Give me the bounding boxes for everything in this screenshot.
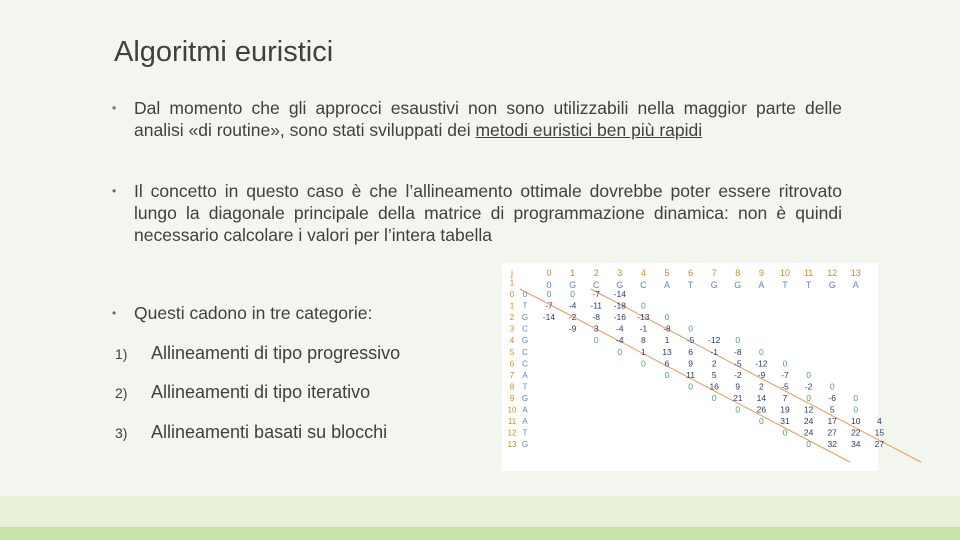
matrix-cell: 0	[735, 335, 741, 346]
matrix-cell: 31	[780, 416, 790, 427]
matrix-cell: 0	[711, 392, 717, 403]
seq-left-label: C	[522, 347, 528, 357]
row-index-label: 2	[509, 313, 515, 323]
matrix-cell: 19	[780, 404, 790, 415]
matrix-cell: -18	[613, 300, 626, 311]
bullet-dot: •	[112, 306, 117, 320]
item-number: 1)	[115, 346, 128, 362]
col-index-label: 9	[758, 268, 764, 278]
row-index-label: 1	[509, 301, 515, 311]
matrix-cell: -7	[592, 289, 600, 299]
matrix-cell: 5	[829, 404, 835, 415]
seq-left-label: T	[522, 382, 528, 392]
seq-left-label: C	[522, 359, 528, 369]
matrix-cell: -13	[637, 312, 650, 323]
matrix-cell: 21	[733, 392, 743, 403]
matrix-cell: 3	[593, 323, 599, 334]
matrix-cell: 0	[829, 381, 835, 392]
matrix-cell: -4	[616, 323, 624, 334]
matrix-cell: -1	[710, 346, 718, 357]
matrix-cell: 0	[806, 369, 811, 380]
matrix-cell: 0	[782, 427, 788, 438]
seq-top-label: C	[592, 280, 600, 290]
item-text: Allineamenti basati su blocchi	[151, 422, 388, 442]
matrix-cell: 0	[735, 404, 741, 415]
seq-top-label: T	[782, 280, 788, 290]
matrix-cell: -9	[568, 323, 577, 334]
matrix-cell: -8	[663, 323, 671, 334]
matrix-cell: 13	[662, 346, 672, 357]
matrix-cell: -5	[781, 381, 789, 392]
matrix-cell: 17	[827, 416, 837, 427]
matrix-cell: 0	[688, 323, 693, 334]
matrix-cell: 9	[688, 358, 693, 369]
seq-left-label: T	[522, 301, 528, 311]
col-index-label: 0	[546, 268, 552, 278]
matrix-cell: -7	[545, 300, 553, 311]
row-index-label: 6	[509, 359, 515, 369]
col-index-label: 4	[640, 268, 646, 278]
seq-left-label: G	[521, 336, 529, 346]
col-index-label: 10	[779, 268, 791, 278]
matrix-cell: -2	[804, 381, 813, 392]
row-index-label: 8	[509, 382, 515, 392]
matrix-cell: -14	[542, 312, 556, 323]
col-index-label: 8	[735, 268, 741, 278]
matrix-cell: -9	[757, 369, 766, 380]
matrix-cell: 0	[593, 335, 599, 346]
matrix-cell: 26	[756, 404, 767, 415]
matrix-cell: 22	[851, 427, 861, 438]
row-index-label: 11	[507, 417, 517, 427]
matrix-cell: 0	[664, 312, 670, 323]
footer-band-accent	[0, 527, 960, 540]
matrix-cell: -12	[708, 335, 721, 346]
numbered-item	[115, 422, 387, 443]
seq-left-label: G	[521, 313, 529, 323]
matrix-cell: 27	[827, 427, 837, 438]
seq-left-label: C	[522, 324, 528, 334]
matrix-cell: -2	[568, 312, 577, 323]
row-index-label: 0	[509, 290, 515, 299]
matrix-cell: 2	[711, 358, 717, 369]
bullet-text	[134, 97, 842, 141]
seq-left-label: T	[522, 428, 528, 438]
matrix-cell: -14	[613, 289, 626, 299]
matrix-cell: 14	[756, 392, 767, 403]
seq-top-label: 0	[546, 280, 552, 290]
col-index-label: 2	[593, 268, 599, 278]
matrix-cell: 0	[641, 358, 646, 369]
item-text: Allineamenti di tipo progressivo	[151, 343, 401, 363]
bullet-text: Il concetto in questo caso è che l’allineamento ottimale dovrebbe poter essere ritrovato lungo la diagonale principale della matrice di programmazione dinamica: non è quindi necessario calcolare i valori per l’intera tabella	[134, 181, 842, 245]
matrix-cell: 0	[782, 358, 788, 369]
matrix-cell: 15	[874, 427, 885, 438]
bullet-text-part: Dal momento che gli approcci esaustivi non sono utilizzabili nella maggior parte delle analisi «di routine», sono stati sviluppati dei	[134, 98, 842, 140]
matrix-cell: 8	[641, 335, 646, 346]
numbered-item	[115, 343, 400, 364]
matrix-cell: 6	[664, 358, 670, 369]
matrix-cell: 0	[664, 369, 670, 380]
seq-top-label: G	[569, 280, 577, 290]
row-index-label: 10	[507, 405, 517, 415]
col-index-label: 12	[827, 268, 838, 278]
row-index-label: 4	[509, 336, 515, 346]
matrix-cell: 11	[686, 369, 696, 380]
matrix-cell: 1	[664, 335, 670, 346]
row-index-label: 12	[507, 428, 517, 438]
row-index-label: 7	[509, 370, 515, 380]
col-index-label: 5	[664, 268, 670, 278]
matrix-cell: -5	[686, 335, 695, 346]
col-index-label: 7	[711, 268, 717, 278]
matrix-cell: 0	[806, 439, 811, 450]
seq-top-label: C	[640, 280, 647, 290]
matrix-cell: 0	[617, 346, 623, 357]
footer-band	[0, 496, 960, 527]
seq-top-label: G	[828, 280, 836, 290]
matrix-cell: -7	[781, 369, 789, 380]
matrix-cell: 0	[688, 381, 693, 392]
seq-top-label: G	[710, 280, 718, 290]
matrix-cell: 27	[874, 439, 885, 450]
matrix-cell: 16	[709, 381, 719, 392]
matrix-cell: -5	[734, 358, 742, 369]
matrix-cell: -16	[613, 312, 626, 323]
matrix-cell: -12	[755, 358, 768, 369]
item-number: 3)	[115, 425, 128, 441]
slide-title: Algoritmi euristici	[114, 36, 334, 68]
row-index-label: 1	[509, 278, 515, 288]
matrix-cell: 4	[877, 416, 882, 427]
matrix-cell: 0	[806, 392, 811, 403]
matrix-cell: 2	[759, 381, 764, 392]
row-index-label: 13	[507, 440, 517, 450]
matrix-cell: 0	[641, 300, 646, 311]
row-index-label: 9	[509, 393, 515, 403]
seq-left-label: A	[522, 370, 528, 380]
seq-top-label: T	[805, 280, 812, 290]
item-text: Allineamenti di tipo iterativo	[151, 382, 371, 402]
matrix-cell: -1	[639, 323, 648, 334]
item-number: 2)	[115, 385, 128, 401]
matrix-corner-label: j	[511, 268, 513, 278]
matrix-cell: 12	[803, 404, 814, 415]
matrix-cell: 0	[759, 346, 764, 357]
matrix-cell: 32	[827, 439, 837, 450]
seq-top-label: A	[758, 280, 765, 290]
seq-top-label: A	[663, 280, 671, 290]
col-index-label: 3	[617, 268, 623, 278]
matrix-cell: 1	[641, 346, 646, 357]
seq-top-label: A	[852, 280, 859, 290]
seq-top-label: G	[616, 280, 624, 290]
seq-left-label: A	[522, 417, 528, 427]
matrix-cell: 10	[851, 416, 861, 427]
matrix-cell: 34	[851, 439, 861, 450]
col-index-label: 13	[850, 268, 861, 278]
matrix-cell: 0	[853, 392, 859, 403]
matrix-cell: 24	[803, 427, 814, 438]
bullet-item	[110, 180, 842, 246]
bullet-item	[110, 97, 842, 141]
bullet-dot: •	[112, 184, 117, 198]
bullet-dot: •	[112, 101, 117, 115]
matrix-cell: 7	[782, 392, 788, 403]
seq-top-label: T	[687, 280, 694, 290]
seq-left-label: 0	[522, 290, 528, 299]
col-index-label: 6	[688, 268, 694, 278]
seq-left-label: A	[522, 405, 528, 415]
seq-left-label: G	[521, 440, 529, 450]
matrix-cell: -4	[568, 300, 577, 311]
dp-matrix	[502, 263, 885, 471]
numbered-item	[115, 382, 370, 403]
col-index-label: 11	[803, 268, 814, 278]
bullet-text: Questi cadono in tre categorie:	[134, 303, 373, 323]
matrix-cell: 0	[546, 289, 552, 299]
matrix-cell: 0	[853, 404, 859, 415]
matrix-cell: -2	[734, 369, 742, 380]
matrix-cell: 0	[570, 289, 575, 299]
row-index-label: 5	[509, 347, 515, 357]
matrix-cell: -4	[616, 335, 624, 346]
matrix-cell: 24	[803, 416, 814, 427]
matrix-cell: 6	[688, 346, 693, 357]
seq-top-label: G	[734, 280, 742, 290]
seq-left-label: G	[521, 393, 529, 403]
matrix-cell: -8	[592, 312, 600, 323]
row-index-label: 3	[509, 324, 515, 334]
matrix-cell: -8	[734, 346, 742, 357]
dp-matrix-image	[502, 263, 885, 471]
matrix-cell: -6	[828, 392, 836, 403]
matrix-cell: 5	[711, 369, 717, 380]
matrix-cell: 0	[759, 416, 764, 427]
col-index-label: 1	[570, 268, 576, 278]
matrix-cell: -11	[590, 300, 603, 311]
bullet-underlined-text: metodi euristici ben più rapidi	[475, 120, 703, 140]
matrix-cell: 9	[735, 381, 741, 392]
